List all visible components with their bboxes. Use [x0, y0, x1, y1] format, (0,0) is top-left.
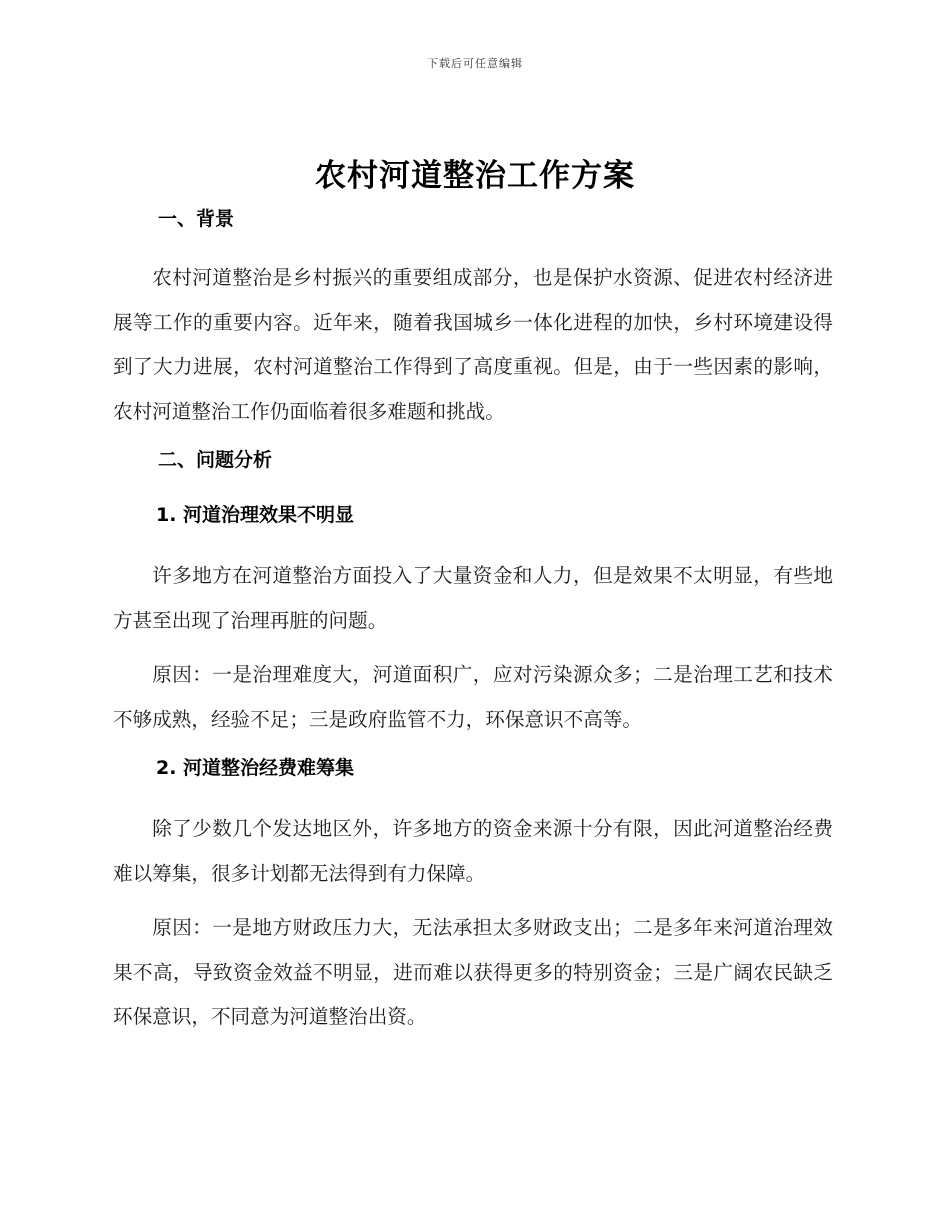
section-heading-problem-analysis: 二、问题分析: [158, 449, 273, 471]
subsection-heading-2: 2. 河道整治经费难筹集: [156, 757, 355, 779]
subsection-2-paragraph-2: 原因：一是地方财政压力大，无法承担太多财政支出；二是多年来河道治理效果不高，导致资金效益不明显，进而难以获得更多的特别资金；三是广阔农民缺乏环保意识，不同意为河道整治出资。: [113, 916, 833, 1028]
subsection-heading-1: 1. 河道治理效果不明显: [156, 504, 355, 526]
document-body: [113, 203, 833, 1040]
subsection-2-paragraph-1: 除了少数几个发达地区外，许多地方的资金来源十分有限，因此河道整治经费难以筹集，很多计划都无法得到有力保障。: [113, 817, 833, 885]
header-note: 下载后可任意编辑: [427, 57, 523, 70]
section-heading-background: 一、背景: [158, 208, 235, 230]
background-paragraph: 农村河道整治是乡村振兴的重要组成部分，也是保护水资源、促进农村经济进展等工作的重要内容。近年来，随着我国城乡一体化进程的加快，乡村环境建设得到了大力进展，农村河道整治工作得到了高度重视。但是，由于一些因素的影响，农村河道整治工作仍面临着很多难题和挑战。: [113, 266, 833, 423]
subsection-1-paragraph-1: 许多地方在河道整治方面投入了大量资金和人力，但是效果不太明显，有些地方甚至出现了治理再脏的问题。: [113, 564, 833, 632]
subsection-1-paragraph-2: 原因：一是治理难度大，河道面积广，应对污染源众多；二是治理工艺和技术不够成熟，经验不足；三是政府监管不力，环保意识不高等。: [113, 663, 833, 731]
document-title: 农村河道整治工作方案: [315, 158, 635, 194]
